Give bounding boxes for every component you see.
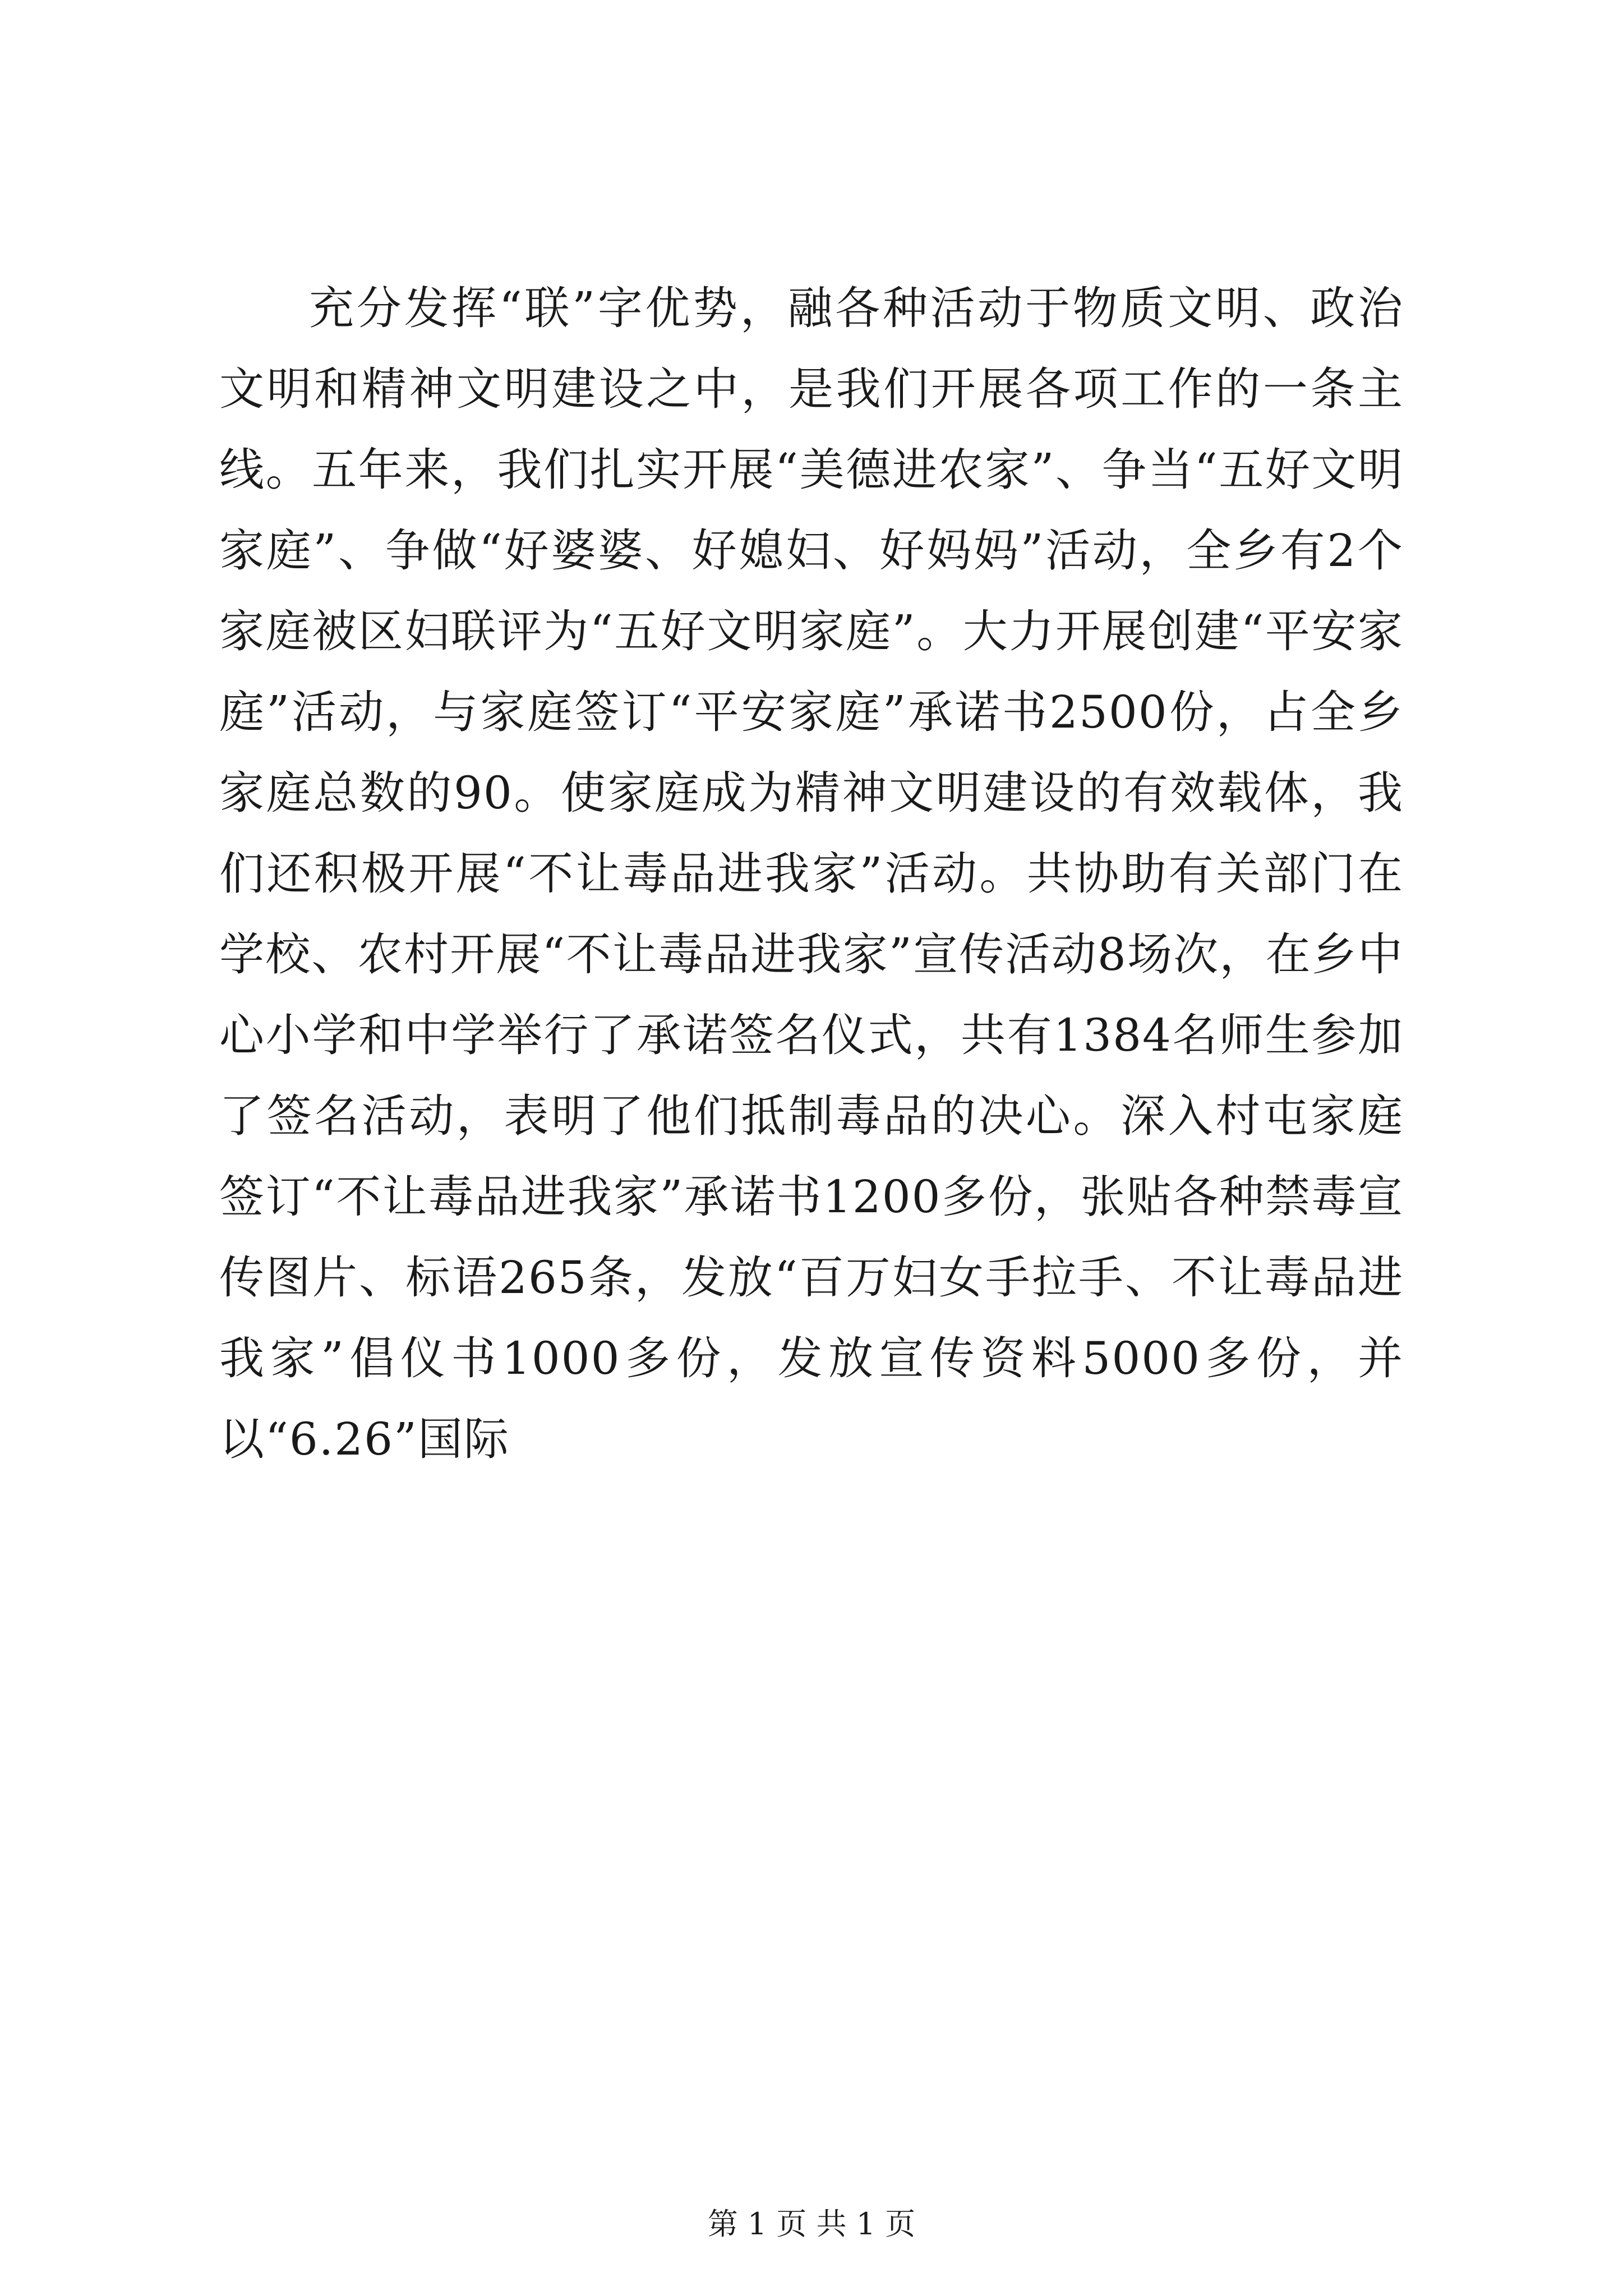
page-footer: 第 1 页 共 1 页 bbox=[707, 2206, 916, 2242]
body-paragraph: 充分发挥“联”字优势，融各种活动于物质文明、政治文明和精神文明建设之中，是我们开展各项工作的一条主线。五年来，我们扎实开展“美德进农家”、争当“五好文明家庭”、争做“好婆婆、好媳妇、好妈妈”活动，全乡有2个家庭被区妇联评为“五好文明家庭”。大力开展创建“平安家庭”活动，与家庭签订“平安家庭”承诺书2500份，占全乡家庭总数的90。使家庭成为精神文明建设的有效载体，我们还积极开展“不让毒品进我家”活动。共协助有关部门在学校、农村开展“不让毒品进我家”宣传活动8场次，在乡中心小学和中学举行了承诺签名仪式，共有1384名师生参加了签名活动，表明了他们抵制毒品的决心。深入村屯家庭签订“不让毒品进我家”承诺书1200多份，张贴各种禁毒宣传图片、标语265条，发放“百万妇女手拉手、不让毒品进我家”倡仪书1000多份，发放宣传资料5000多份，并以“6.26”国际 bbox=[219, 282, 1404, 1465]
